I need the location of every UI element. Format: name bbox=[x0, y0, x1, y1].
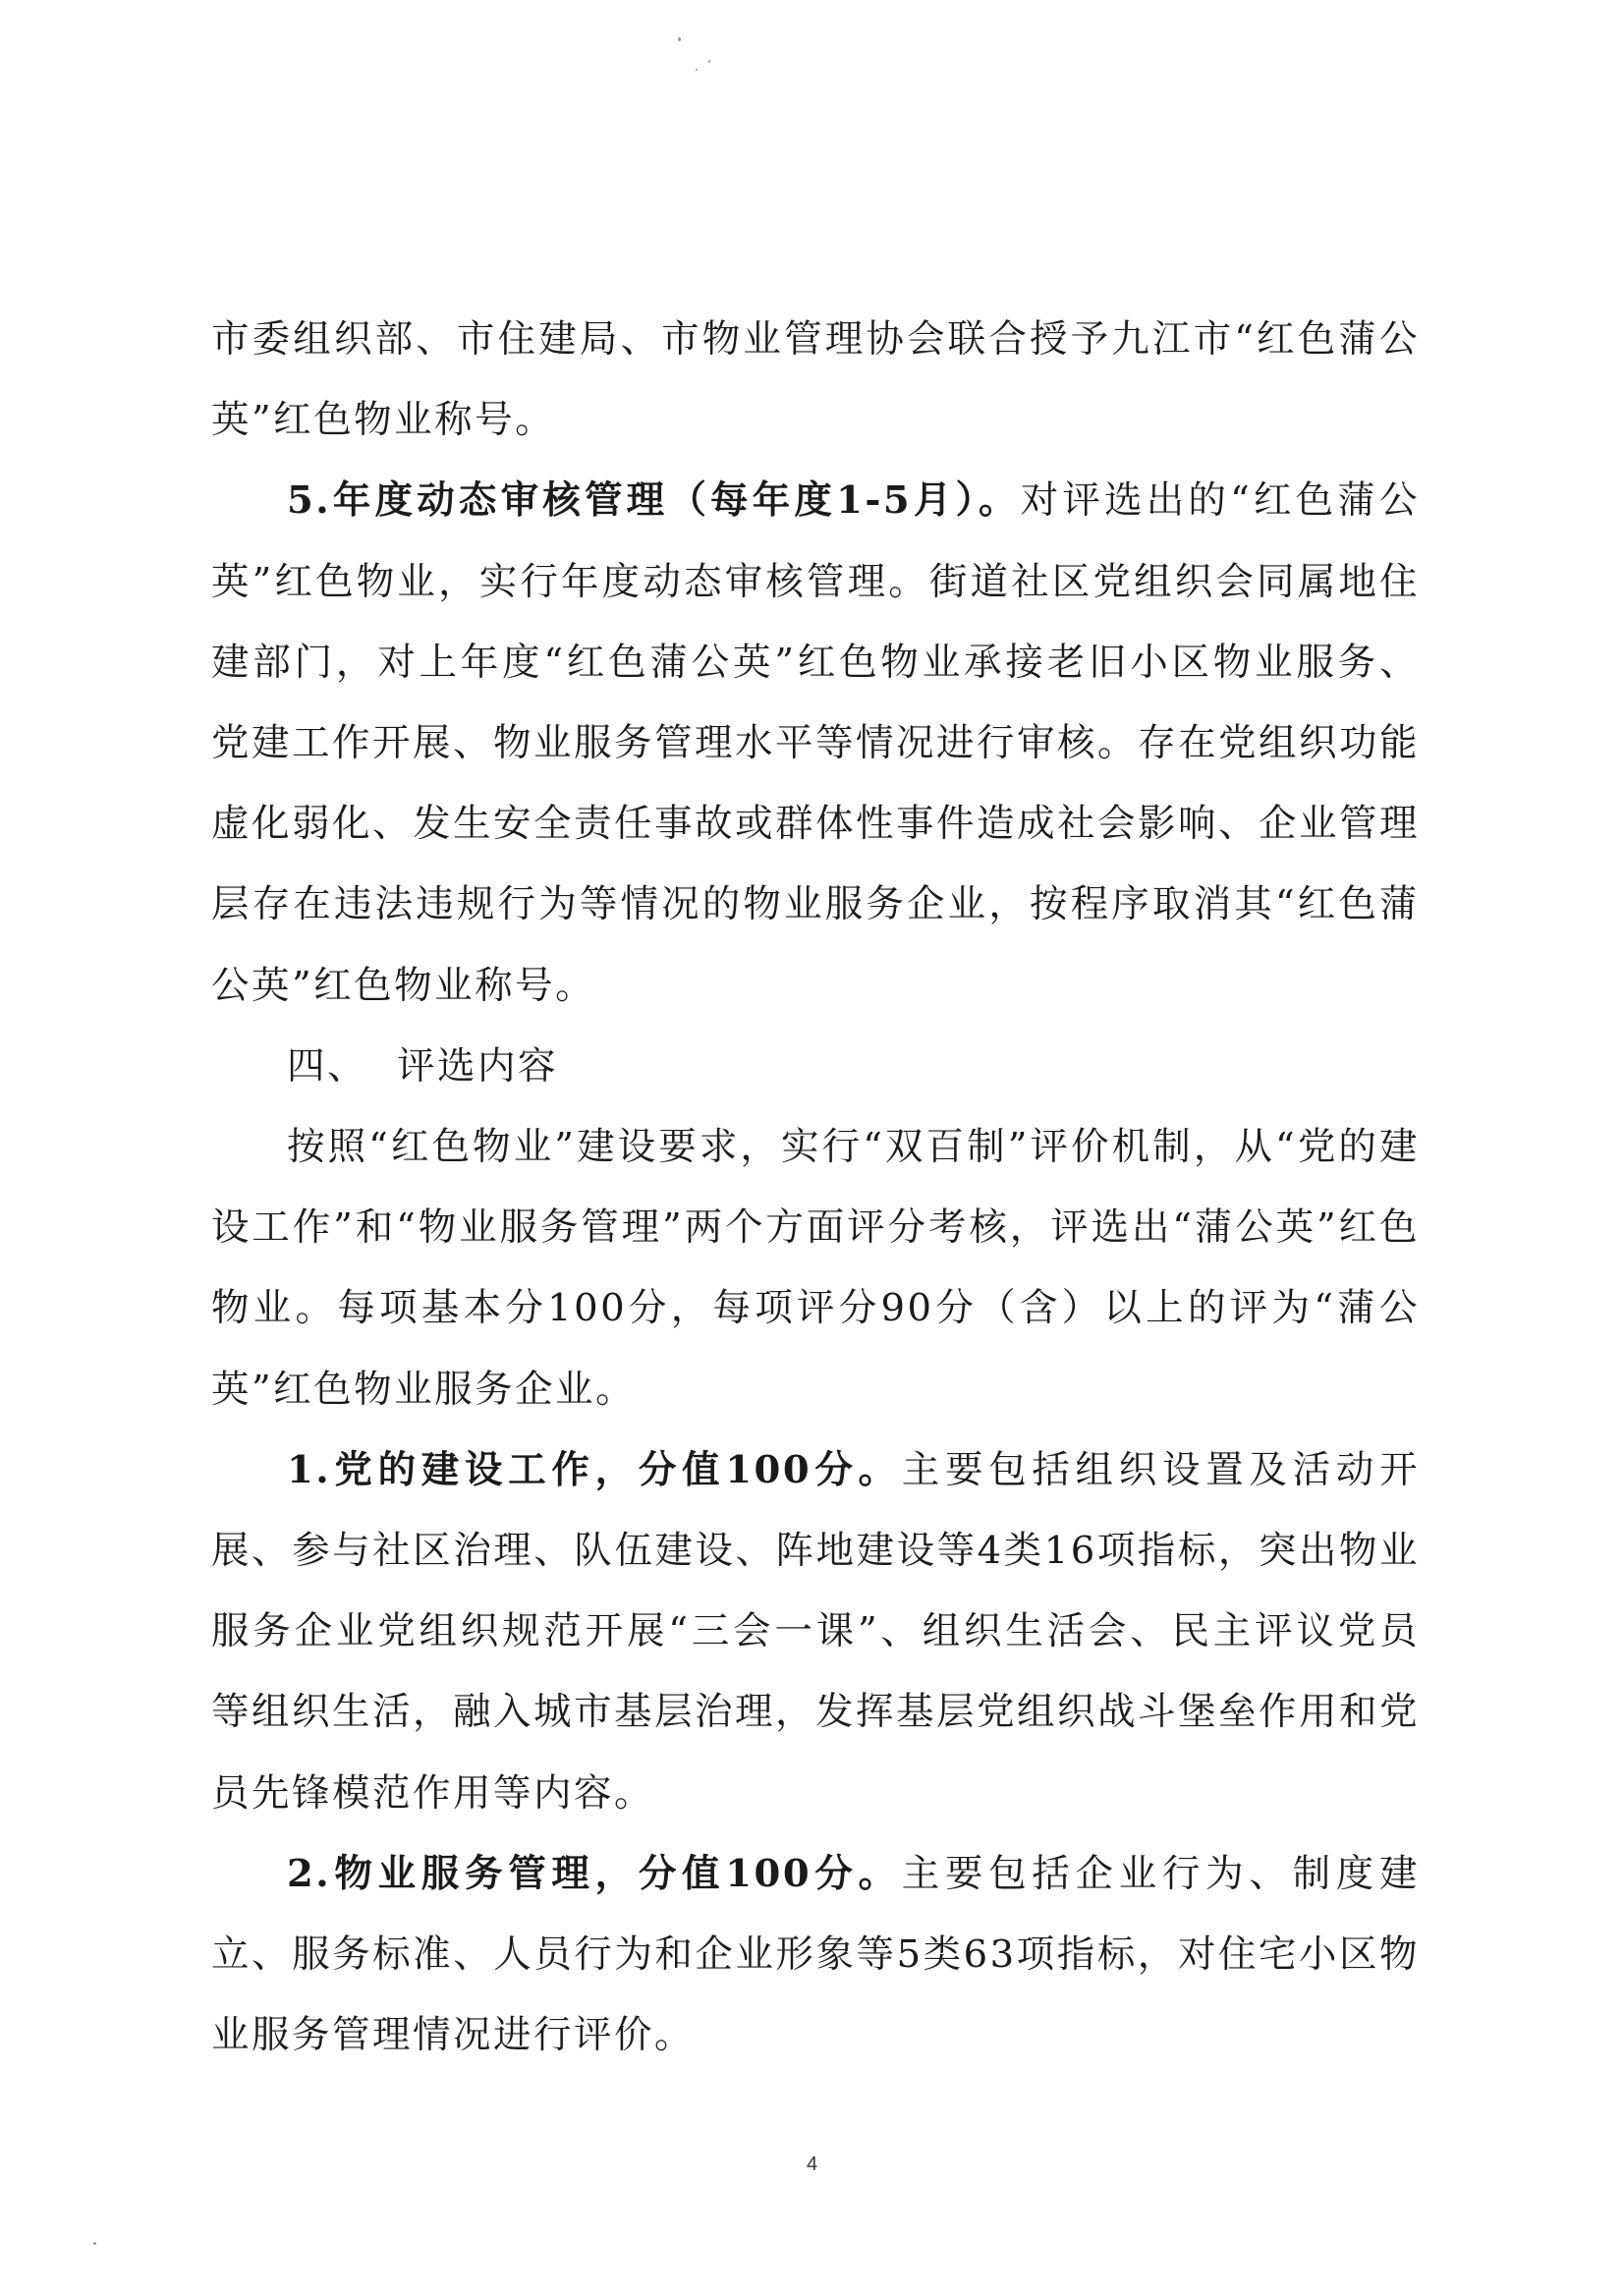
scan-speck bbox=[696, 69, 698, 71]
paragraph-text: 主要包括组织设置及活动开展、参与社区治理、队伍建设、阵地建设等4类16项指标，突出物业服务企业党组织规范开展“三会一课”、组织生活会、民主评议党员等组织生活，融入城市基层治理，发挥基层党组织战斗堡垒作用和党员先锋模范作用等内容。 bbox=[211, 1447, 1421, 1816]
paragraph-text: 市委组织部、市住建局、市物业管理协会联合授予九江市“红色蒲公英”红色物业称号。 bbox=[211, 317, 1420, 443]
paragraph-annual-review bbox=[211, 461, 1420, 1026]
scan-speck bbox=[93, 2242, 96, 2245]
paragraph-property-service bbox=[211, 1834, 1420, 2077]
paragraph-party-building bbox=[211, 1430, 1420, 1834]
paragraph-lead: 5.年度动态审核管理（每年度1-5月）。 bbox=[287, 478, 1021, 524]
paragraph-text: 按照“红色物业”建设要求，实行“双百制”评价机制，从“党的建设工作”和“物业服务管理”两个方面评分考核，评选出“蒲公英”红色物业。每项基本分100分，每项评分90分（含）以上的评为“蒲公英”红色物业服务企业。 bbox=[211, 1125, 1420, 1412]
paragraph-evaluation-mechanism bbox=[211, 1107, 1420, 1430]
section-number: 四、 bbox=[287, 1043, 368, 1089]
page-number: 4 bbox=[806, 2154, 818, 2175]
paragraph-text: 对评选出的“红色蒲公英”红色物业，实行年度动态审核管理。街道社区党组织会同属地住建部门，对上年度“红色蒲公英”红色物业承接老旧小区物业服务、党建工作开展、物业服务管理水平等情况进行审核。存在党组织功能虚化弱化、发生安全责任事故或群体性事件造成社会影响、企业管理层存在违法违规行为等情况的物业服务企业，按程序取消其“红色蒲公英”红色物业称号。 bbox=[211, 478, 1421, 1008]
section-title: 评选内容 bbox=[397, 1043, 559, 1089]
scan-speck bbox=[708, 60, 710, 63]
paragraph-continued bbox=[211, 300, 1420, 461]
paragraph-lead: 2.物业服务管理，分值100分。 bbox=[287, 1851, 902, 1896]
paragraph-text: 主要包括企业行为、制度建立、服务标准、人员行为和企业形象等5类63项指标，对住宅小区物业服务管理情况进行评价。 bbox=[211, 1851, 1420, 2058]
document-body bbox=[211, 300, 1420, 2076]
scan-speck bbox=[678, 37, 681, 41]
paragraph-lead: 1.党的建设工作，分值100分。 bbox=[287, 1447, 902, 1492]
section-heading bbox=[211, 1027, 1420, 1107]
